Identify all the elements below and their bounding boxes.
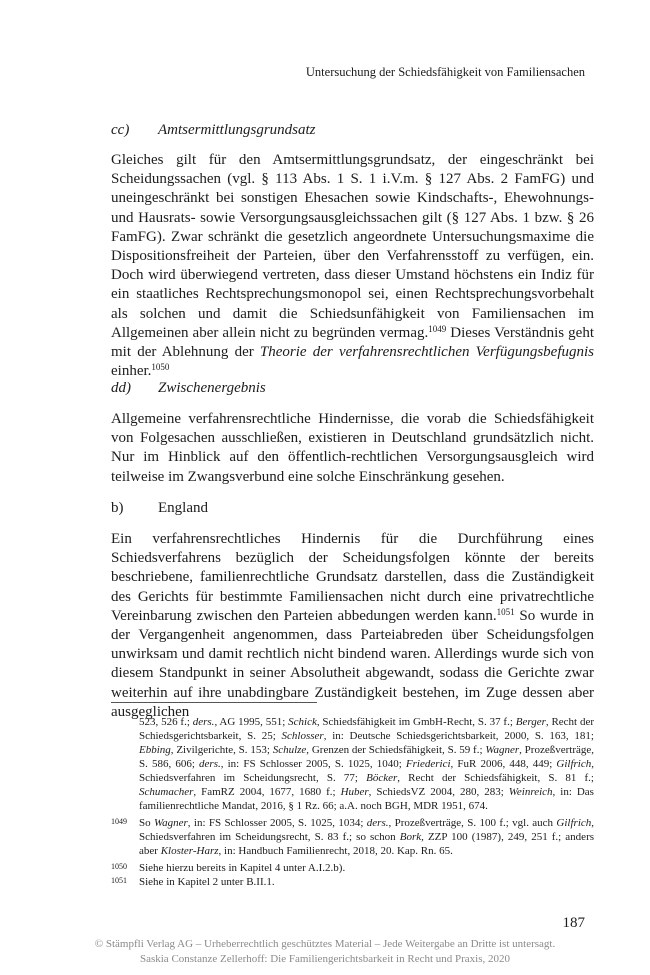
section-number: cc) <box>111 122 130 138</box>
fn-author: Wagner <box>485 744 520 756</box>
fn-author: Schlosser <box>281 730 324 742</box>
fn-author: Gilfrich <box>556 817 592 829</box>
footnote-1049 <box>111 816 594 858</box>
paragraph-text: Allgemeine verfahrensrechtliche Hindernisse, die vorab die Schiedsfähigkeit von Folgesachen ausschließen, existieren in Deutschland grundsätzlich nicht. Nur im Hinblick auf den öffentlich-rechtlichen Versorgungsausgleich wird teilweise im Zwangsverbund eine solche Einschränkung gesehen. <box>111 411 594 485</box>
fn-author: ders. <box>192 716 215 728</box>
running-head: Untersuchung der Schiedsfähigkeit von Familiensachen <box>305 65 585 79</box>
book-citation: Saskia Constanze Zellerhoff: Die Familiengerichtsbarkeit in Recht und Praxis, 2020 <box>139 953 511 965</box>
fn-text: , in: Das familienrechtliche Mandat, 2016, § 1 Rz. 66; a.A. noch BGH, MDR 1951, 674. <box>139 786 594 812</box>
fn-text: , in: FS Schlosser 2005, S. 1025, 1040; <box>220 758 406 770</box>
section-number: b) <box>111 500 124 516</box>
section-title: Amtsermittlungsgrundsatz <box>158 122 316 138</box>
paragraph-text: Gleiches gilt für den Amtsermittlungsgrundsatz, der eingeschränkt bei Scheidungssachen (vgl. § 113 Abs. 1 S. 1 i.V.m. § 127 Abs. 2 FamFG) und uneingeschränkt bei sonstigen Ehesachen sowie Kindschafts-, Ehewohnungs- und Hausrats- sowie Versorgungsausgleichssachen gilt (§ 127 Abs. 1 bzw. § 26 FamFG). Zwar schränkt die gesetzlich angeordnete Untersuchungsmaxime die Dispositionsfreiheit der Parteien, über den Verfahrensstoff zu verfügen, ein. Doch wird überwiegend vertreten, dass dieser Umstand höchstens ein Indiz für ein staatliches Rechtsprechungsmonopol sei, einen Rechtsprechungsvorbehalt als solchen und damit die Schiedsunfähigkeit von Familiensachen im Allgemeinen aber allein nicht zu begründen vermag. <box>111 152 594 341</box>
section-heading <box>111 380 594 397</box>
footnote-number <box>111 715 139 813</box>
section-zwischenergebnis <box>111 380 594 487</box>
paragraph-text: einher. <box>111 363 152 380</box>
section-number: dd) <box>111 380 131 396</box>
page-number: 187 <box>562 915 585 931</box>
fn-text: , in: Handbuch Familienrecht, 2018, 20. Kap. Rn. 65. <box>218 845 453 857</box>
fn-author: Berger <box>515 716 546 728</box>
footnote-text <box>139 816 594 858</box>
fn-text: 523, 526 f.; <box>139 716 193 728</box>
footnote-ref[interactable]: 1051 <box>496 606 515 617</box>
fn-text: , SchiedsVZ 2004, 280, 283; <box>368 786 509 798</box>
fn-text: , FamRZ 2004, 1677, 1680 f.; <box>193 786 341 798</box>
footnote-number: 1051 <box>111 876 127 885</box>
fn-text: , in: Deutsche Schiedsgerichtsbarkeit, 2000, S. 163, 181; <box>323 730 594 742</box>
fn-text: , Schiedsverfahren im Scheidungsrecht, S. 83 f.; so schon <box>139 817 595 843</box>
footnote-1051 <box>111 875 594 889</box>
section-heading <box>111 500 594 517</box>
footnote-ref[interactable]: 1050 <box>151 362 170 373</box>
fn-text: , Prozeßverträge, S. 100 f.; vgl. auch <box>388 817 557 829</box>
fn-author: ders. <box>366 817 389 829</box>
fn-text: , Grenzen der Schiedsfähigkeit, S. 59 f.; <box>306 744 486 756</box>
footnotes <box>111 715 594 889</box>
paragraph-text: Ein verfahrensrechtliches Hindernis für die Durchführung eines Schiedsverfahrens bezüglich der Scheidungsfolgen könnte der bereits beschriebene, familienrechtliche Grundsatz darstellen, dass die Zuständigkeit des Gerichts für bestimmte Familiensachen nicht durch eine privatrechtliche Vereinbarung zwischen den Parteien abbedungen werden kann. <box>111 531 594 624</box>
section-heading <box>111 122 594 139</box>
paragraph-text: So wurde in der Vergangenheit angenommen, dass Parteiabreden über Scheidungsfolgen unwirksam und damit rechtlich nicht bindend waren. Allerdings wurde sich von diesem Standpunkt in seiner Absolutheit abgewandt, sodass die Gerichte zwar weiterhin auf ihre unabdingbare Zuständigkeit bestehen, im Zuge dessen aber ausgeglichen <box>111 607 594 720</box>
fn-author: Bork <box>399 831 422 843</box>
fn-author: Wagner <box>153 817 188 829</box>
fn-author: Friederici <box>405 758 451 770</box>
fn-text: , FuR 2006, 448, 449; <box>450 758 557 770</box>
footnote-ref[interactable]: 1049 <box>428 323 447 334</box>
footnote-text: Siehe in Kapitel 2 unter B.II.1. <box>139 876 275 888</box>
fn-text: , Recht der Schiedsfähigkeit, S. 81 f.; <box>397 772 594 784</box>
fn-text: , Recht der Schiedsgerichtsbarkeit, S. 25; <box>139 716 594 742</box>
footnote-divider <box>111 702 317 703</box>
fn-text: , Zivilgerichte, S. 153; <box>170 744 273 756</box>
section-title: Zwischenergebnis <box>158 380 266 396</box>
fn-author: Weinreich <box>508 786 553 798</box>
footnote-number: 1050 <box>111 862 127 871</box>
fn-author: Schulze <box>272 744 307 756</box>
fn-text: , in: FS Schlosser 2005, S. 1025, 1034; <box>187 817 367 829</box>
fn-text: So <box>139 817 154 829</box>
paragraph <box>111 530 594 722</box>
fn-author: Schick <box>288 716 317 728</box>
paragraph <box>111 151 594 381</box>
paragraph <box>111 410 594 487</box>
section-england <box>111 500 594 722</box>
fn-text: , Schiedsverfahren im Scheidungsrecht, S. 77; <box>139 758 594 784</box>
fn-text: , Schiedsfähigkeit im GmbH-Recht, S. 37 f.; <box>316 716 516 728</box>
footnote-number: 1049 <box>111 817 127 826</box>
section-title: England <box>158 500 208 516</box>
fn-text: , ZZP 100 (1987), 249, 251 f.; anders aber <box>139 831 595 857</box>
footnote-1050 <box>111 861 594 875</box>
fn-author: Kloster-Harz <box>160 845 219 857</box>
fn-text: , Prozeßverträge, S. 586, 606; <box>139 744 595 770</box>
paragraph-italic: Theorie der verfahrensrechtlichen Verfügungsbefugnis <box>259 344 595 361</box>
footnote-text: Siehe hierzu bereits in Kapitel 4 unter A.I.2.b). <box>139 862 346 874</box>
fn-author: Gilfrich <box>556 758 592 770</box>
fn-author: Ebbing <box>139 744 171 756</box>
fn-text: , AG 1995, 551; <box>214 716 289 728</box>
footnote-text <box>139 715 594 813</box>
footnote-continued <box>111 715 594 813</box>
fn-author: Huber <box>340 786 369 798</box>
fn-author: Schumacher <box>139 786 194 798</box>
fn-author: Böcker <box>366 772 398 784</box>
copyright-notice: © Stämpfli Verlag AG – Urheberrechtlich geschütztes Material – Jede Weitergabe an Dritte ist untersagt. <box>94 938 556 950</box>
fn-author: ders. <box>199 758 221 770</box>
section-amtsermittlungsgrundsatz <box>111 122 594 381</box>
paragraph-text: Dieses Verständnis geht mit der Ablehnung der <box>111 324 594 361</box>
